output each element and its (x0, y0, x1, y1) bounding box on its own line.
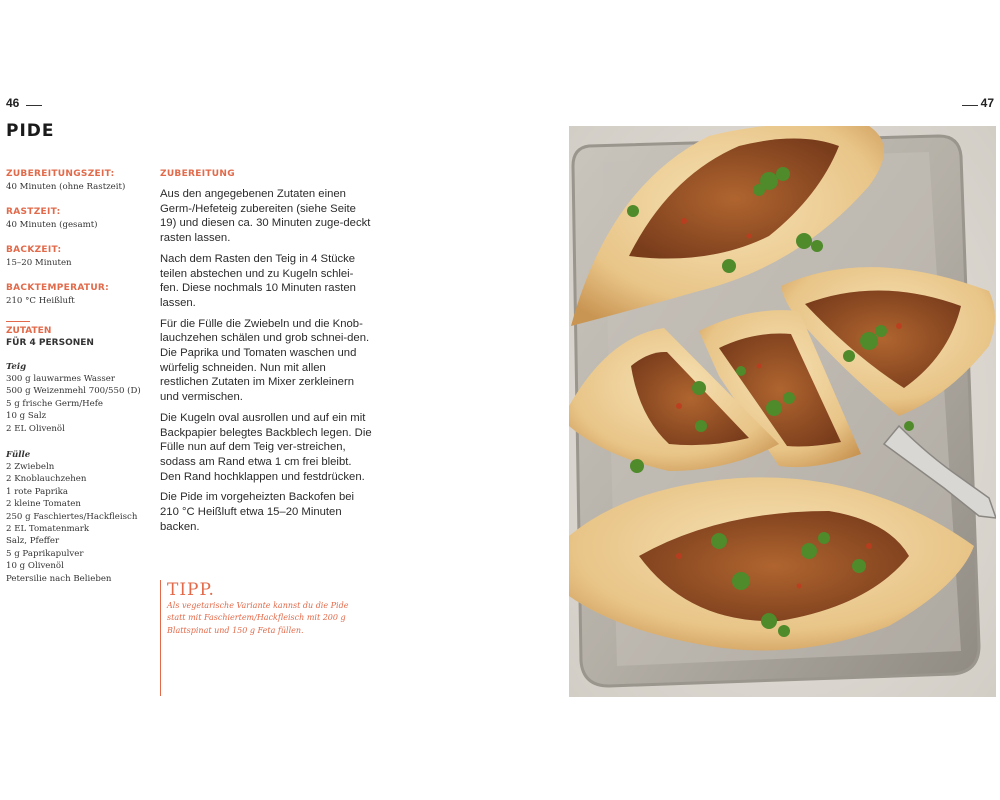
tip-box (160, 580, 380, 696)
meta-label: BACKZEIT: (6, 245, 62, 255)
preparation-step: Die Kugeln oval ausrollen und auf ein mit Backpapier belegtes Backblech legen. Die Fülle nun auf dem Teig ver-streichen, sodass am Rand etwa 1 cm frei bleibt. Den Rand hochklappen und festdrücken. (160, 411, 372, 483)
preparation-step: Nach dem Rasten den Teig in 4 Stücke teilen abstechen und zu Kugeln schlei-fen. Diese nochmals 10 Minuten rasten lassen. (160, 252, 356, 309)
meta-label: RASTZEIT: (6, 207, 61, 217)
meta-value: 40 Minuten (gesamt) (6, 220, 98, 230)
ingredient-item: 2 EL Tomatenmark (6, 524, 90, 535)
ingredient-item: 10 g Salz (6, 411, 47, 422)
meta-prep-time (6, 168, 154, 193)
meta-bake-time (6, 244, 154, 269)
preparation-step: Aus den angegebenen Zutaten einen Germ-/Hefeteig zubereiten (siehe Seite 19) und diesen ca. 30 Minuten zuge-deckt rasten lassen. (160, 188, 371, 245)
ingredient-item: 300 g lauwarmes Wasser (6, 374, 115, 384)
ingredients-servings: FÜR 4 PERSONEN (6, 338, 94, 348)
ingredient-item: 5 g Paprikapulver (6, 548, 84, 559)
ingredient-group-title: Teig (6, 362, 27, 372)
ingredient-group-title: Fülle (6, 450, 31, 461)
ingredient-item: 1 rote Paprika (6, 486, 68, 497)
meta-value: 210 °C Heißluft (6, 296, 75, 306)
ingredient-item: 2 Knoblauchzehen (6, 474, 87, 485)
tip-title: TIPP. (167, 580, 215, 600)
page-number-rule-left (26, 105, 42, 106)
meta-value: 40 Minuten (ohne Rastzeit) (6, 182, 126, 192)
preparation-heading: ZUBEREITUNG (160, 169, 235, 179)
ingredient-item: Petersilie nach Belieben (6, 573, 112, 584)
tip-text: Als vegetarische Variante kannst du die Pide statt mit Faschiertem/Hackfleisch mit 200 g Blattspinat und 150 g Feta füllen. (167, 601, 349, 635)
preparation-step: Die Pide im vorgeheizten Backofen bei 210 °C Heißluft etwa 15–20 Minuten backen. (160, 491, 355, 533)
meta-value: 15–20 Minuten (6, 258, 72, 268)
ingredient-group-dough (6, 361, 154, 435)
meta-label: ZUBEREITUNGSZEIT: (6, 169, 115, 179)
ingredient-item: 250 g Faschiertes/Hackfleisch (6, 511, 138, 522)
ingredient-item: 2 EL Olivenöl (6, 423, 65, 434)
meta-rest-time (6, 206, 154, 231)
recipe-meta-column (6, 168, 154, 585)
ingredient-item: 2 kleine Tomaten (6, 499, 81, 510)
meta-bake-temperature (6, 282, 154, 307)
ingredient-item: 5 g frische Germ/Hefe (6, 398, 103, 409)
ingredient-item: 10 g Olivenöl (6, 561, 64, 572)
page-number-rule-right (962, 105, 978, 106)
ingredient-item: Salz, Pfeffer (6, 536, 60, 547)
meta-label: BACKTEMPERATUR: (6, 283, 110, 293)
recipe-title: PIDE (6, 121, 55, 141)
ingredients-heading: ZUTATEN (6, 326, 52, 336)
ingredient-item: 2 Zwiebeln (6, 462, 55, 473)
pide-food-photo (569, 126, 996, 697)
page-number-left: 46 (6, 96, 20, 110)
preparation-step: Für die Fülle die Zwiebeln und die Knob-lauchzehen schälen und grob schnei-den. Die Paprika und Tomaten waschen und würfelig schneiden. Nun mit allen restlichen Zutaten im Mixer zerkleinern und vermischen. (160, 317, 370, 404)
ingredient-item: 500 g Weizenmehl 700/550 (D) (6, 386, 141, 397)
page-number-right: 47 (980, 96, 994, 110)
section-divider (6, 321, 30, 322)
preparation-column (160, 168, 372, 540)
ingredient-group-filling (6, 449, 154, 585)
